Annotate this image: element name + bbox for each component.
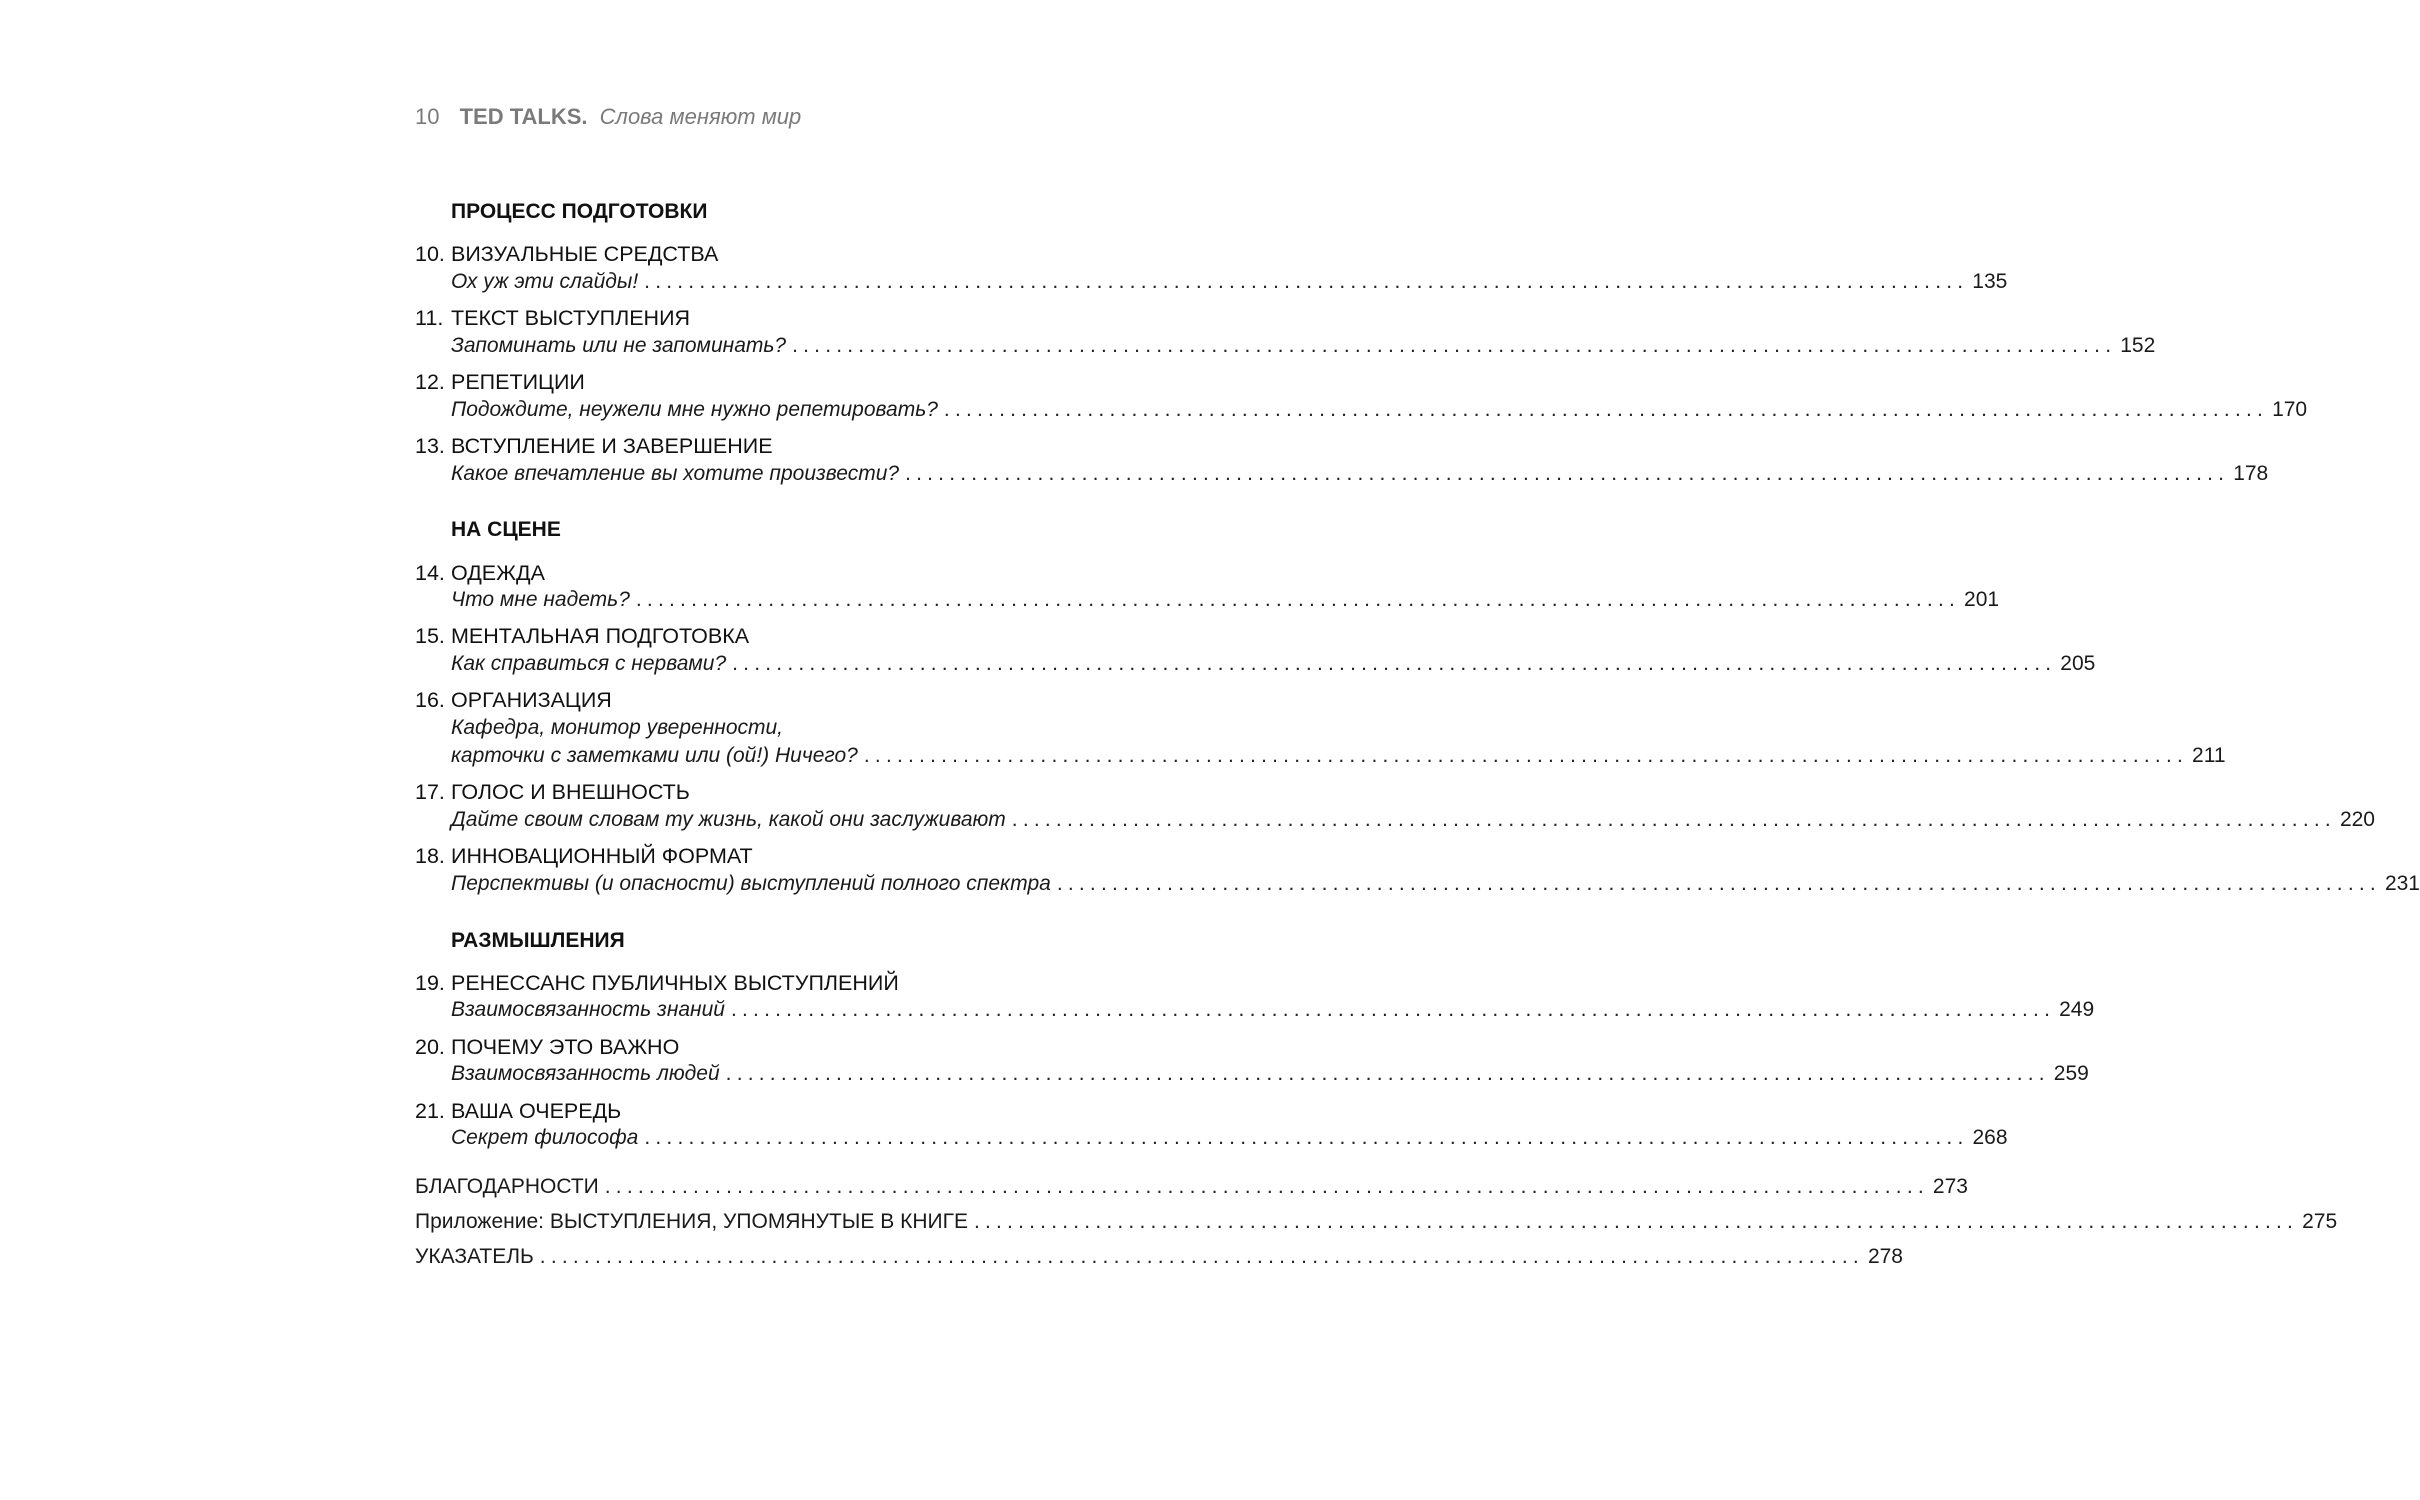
page-ref: 249 <box>2059 998 2095 1021</box>
chapter-title <box>415 1099 621 1124</box>
leader-dots: ........................................................................................................................ <box>973 1210 2299 1233</box>
entry-title: УКАЗАТЕЛЬ <box>415 1245 534 1268</box>
chapter-title <box>415 844 753 869</box>
page-ref: 220 <box>2339 808 2375 831</box>
page-ref: 231 <box>2384 872 2420 895</box>
toc-entry[interactable] <box>451 808 2375 838</box>
chapter-title <box>415 306 690 331</box>
leader-dots: ........................................................................................................................ <box>863 744 2189 767</box>
leader-dots: ........................................................................................................................ <box>792 334 2117 357</box>
leader-dots: ........................................................................................................................ <box>905 462 2230 485</box>
chapter-title-text: ИННОВАЦИОННЫЙ ФОРМАТ <box>451 844 753 868</box>
chapter-number: 18. <box>415 844 445 868</box>
chapter-subtitle: Взаимосвязанность людей <box>451 1062 720 1085</box>
chapter-title <box>415 434 773 459</box>
toc-entry[interactable] <box>451 1062 2089 1092</box>
leader-dots: ........................................................................................................................ <box>644 270 1969 293</box>
page-number: 10 <box>415 104 440 129</box>
chapter-subtitle: карточки с заметками или (ой!) Ничего? <box>451 744 858 767</box>
leader-dots: ........................................................................................................................ <box>635 588 1961 611</box>
page-ref: 201 <box>1964 588 2000 611</box>
page-ref: 152 <box>2120 334 2156 357</box>
toc-entry[interactable] <box>451 744 2226 774</box>
page-ref: 268 <box>1972 1126 2008 1149</box>
chapter-subtitle: Что мне надеть? <box>451 588 630 611</box>
chapter-number: 11. <box>415 306 444 330</box>
leader-dots: ........................................................................................................................ <box>1056 872 2381 895</box>
chapter-title-text: МЕНТАЛЬНАЯ ПОДГОТОВКА <box>451 624 750 648</box>
book-title: TED TALKS. <box>459 104 588 129</box>
toc-entry-end-matter[interactable] <box>415 1245 1903 1275</box>
chapter-title <box>415 1035 679 1060</box>
chapter-title <box>415 242 718 267</box>
chapter-title <box>415 688 612 713</box>
chapter-title-text: ВИЗУАЛЬНЫЕ СРЕДСТВА <box>451 242 719 266</box>
chapter-title <box>415 624 749 649</box>
chapter-title <box>415 370 585 395</box>
chapter-title-text: ВСТУПЛЕНИЕ И ЗАВЕРШЕНИЕ <box>451 434 773 458</box>
running-header <box>415 104 801 130</box>
section-heading: ПРОЦЕСС ПОДГОТОВКИ <box>451 200 708 223</box>
chapter-title-text: ВАША ОЧЕРЕДЬ <box>451 1099 622 1123</box>
toc-entry-end-matter[interactable] <box>415 1210 2338 1240</box>
chapter-number: 16. <box>415 688 445 712</box>
chapter-number: 17. <box>415 780 445 804</box>
page-ref: 259 <box>2053 1062 2089 1085</box>
section-heading: РАЗМЫШЛЕНИЯ <box>451 929 625 952</box>
leader-dots: ........................................................................................................................ <box>1011 808 2336 831</box>
chapter-number: 20. <box>415 1035 445 1059</box>
chapter-number: 19. <box>415 971 445 995</box>
leader-dots: ........................................................................................................................ <box>725 1062 2050 1085</box>
leader-dots: ........................................................................................................................ <box>943 398 2269 421</box>
toc-entry[interactable] <box>451 1126 2008 1156</box>
chapter-subtitle: Подождите, неужели мне нужно репетировать? <box>451 398 938 421</box>
page-ref: 178 <box>2233 462 2269 485</box>
chapter-subtitle-line: Кафедра, монитор уверенности, <box>451 716 784 739</box>
chapter-subtitle: Запоминать или не запоминать? <box>451 334 787 357</box>
leader-dots: ........................................................................................................................ <box>539 1245 1864 1268</box>
chapter-subtitle: Ох уж эти слайды! <box>451 270 639 293</box>
chapter-title <box>415 780 690 805</box>
toc-entry[interactable] <box>451 270 2008 300</box>
chapter-number: 10. <box>415 242 445 266</box>
leader-dots: ........................................................................................................................ <box>730 998 2056 1021</box>
toc-entry[interactable] <box>451 588 2000 618</box>
chapter-number: 14. <box>415 561 445 585</box>
entry-title: БЛАГОДАРНОСТИ <box>415 1175 599 1198</box>
chapter-title-text: ГОЛОС И ВНЕШНОСТЬ <box>451 780 690 804</box>
chapter-number: 21. <box>415 1099 445 1123</box>
leader-dots: ........................................................................................................................ <box>604 1175 1929 1198</box>
toc-entry[interactable] <box>451 998 2095 1028</box>
chapter-subtitle: Взаимосвязанность знаний <box>451 998 725 1021</box>
page-ref: 273 <box>1932 1175 1968 1198</box>
section-heading: НА СЦЕНЕ <box>451 518 561 541</box>
page-ref: 278 <box>1867 1245 1903 1268</box>
page-ref: 135 <box>1972 270 2008 293</box>
toc-entry[interactable] <box>451 462 2269 492</box>
page-ref: 170 <box>2272 398 2308 421</box>
leader-dots: ........................................................................................................................ <box>732 652 2057 675</box>
chapter-title-text: ОДЕЖДА <box>451 561 545 585</box>
toc-entry[interactable] <box>451 398 2308 428</box>
entry-title: Приложение: ВЫСТУПЛЕНИЯ, УПОМЯНУТЫЕ В КНИГЕ <box>415 1210 968 1233</box>
toc-entry[interactable] <box>451 872 2420 902</box>
chapter-title-text: ПОЧЕМУ ЭТО ВАЖНО <box>451 1035 680 1059</box>
chapter-title-text: ОРГАНИЗАЦИЯ <box>451 688 612 712</box>
page-ref: 211 <box>2192 744 2226 767</box>
chapter-number: 15. <box>415 624 445 648</box>
page-ref: 275 <box>2302 1210 2338 1233</box>
chapter-title-text: РЕНЕССАНС ПУБЛИЧНЫХ ВЫСТУПЛЕНИЙ <box>451 971 899 995</box>
chapter-title-text: РЕПЕТИЦИИ <box>451 370 585 394</box>
chapter-subtitle: Какое впечатление вы хотите произвести? <box>451 462 900 485</box>
leader-dots: ........................................................................................................................ <box>644 1126 1969 1149</box>
page-ref: 205 <box>2060 652 2096 675</box>
chapter-title-text: ТЕКСТ ВЫСТУПЛЕНИЯ <box>451 306 691 330</box>
chapter-title <box>415 561 545 586</box>
chapter-subtitle: Как справиться с нервами? <box>451 652 727 675</box>
chapter-number: 12. <box>415 370 445 394</box>
chapter-title <box>415 971 899 996</box>
chapter-subtitle: Перспективы (и опасности) выступлений полного спектра <box>451 872 1051 895</box>
chapter-subtitle: Секрет философа <box>451 1126 639 1149</box>
book-subtitle: Слова меняют мир <box>599 104 802 129</box>
chapter-number: 13. <box>415 434 445 458</box>
toc-entry-end-matter[interactable] <box>415 1175 1968 1205</box>
chapter-subtitle: Дайте своим словам ту жизнь, какой они заслуживают <box>451 808 1006 831</box>
toc-entry[interactable] <box>451 652 2096 682</box>
toc-entry[interactable] <box>451 334 2156 364</box>
